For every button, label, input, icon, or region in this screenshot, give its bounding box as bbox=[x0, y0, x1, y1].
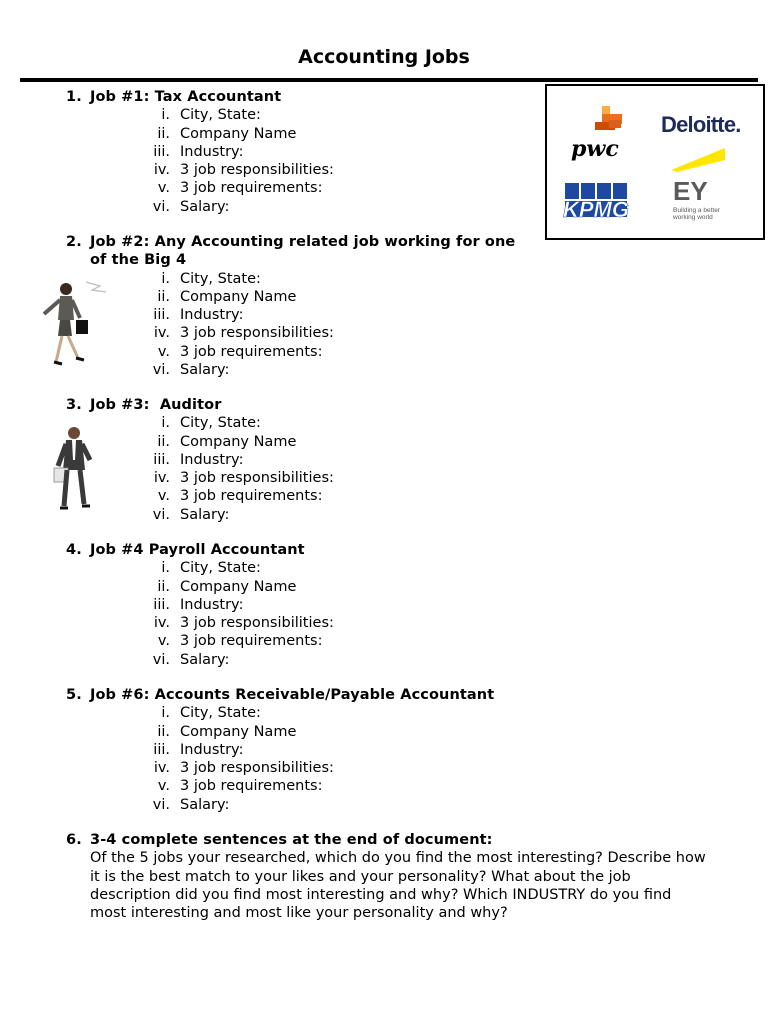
list-item: i. City, State: bbox=[161, 705, 261, 722]
list-item: ii. Company Name bbox=[157, 723, 297, 740]
list-item: vi. Salary: bbox=[152, 198, 230, 215]
job-heading-text: Job #6: Accounts Receivable/Payable Accountant bbox=[90, 687, 495, 703]
job-sublist bbox=[0, 414, 520, 524]
list-item: iv. 3 job responsibilities: bbox=[153, 615, 334, 632]
job-heading bbox=[66, 541, 536, 559]
job-heading-text: Job #1: Tax Accountant bbox=[90, 89, 282, 105]
list-item: i. City, State: bbox=[161, 415, 261, 432]
ey-tagline-line2: working world bbox=[673, 214, 713, 221]
big-four-logos bbox=[547, 86, 763, 238]
job-number: 1. bbox=[66, 89, 82, 105]
job-sublist bbox=[0, 559, 520, 669]
list-item: ii. Company Name bbox=[157, 288, 297, 305]
list-item: iv. 3 job responsibilities: bbox=[153, 470, 334, 487]
list-item: iv. 3 job responsibilities: bbox=[153, 325, 334, 342]
list-item: iii. Industry: bbox=[153, 143, 244, 160]
list-item: v. 3 job requirements: bbox=[157, 633, 323, 650]
list-item: ii. Company Name bbox=[157, 578, 297, 595]
list-item: ii. Company Name bbox=[157, 433, 297, 450]
list-item: iii. Industry: bbox=[153, 596, 244, 613]
job-number: 4. bbox=[66, 542, 82, 558]
kpmg-logo bbox=[563, 183, 629, 222]
ey-wordmark: EY bbox=[673, 176, 708, 206]
title-divider bbox=[20, 78, 758, 82]
list-item: v. 3 job requirements: bbox=[157, 343, 323, 360]
list-item: vi. Salary: bbox=[152, 651, 230, 668]
deloitte-wordmark: Deloitte. bbox=[661, 112, 741, 137]
list-item: iv. 3 job responsibilities: bbox=[153, 760, 334, 777]
list-item: vi. Salary: bbox=[152, 506, 230, 523]
job-heading-text: Job #4 Payroll Accountant bbox=[90, 542, 305, 558]
reflection-heading bbox=[66, 831, 566, 849]
big-four-logos-panel bbox=[545, 84, 765, 240]
ey-tagline-line1: Building a better bbox=[673, 207, 720, 214]
list-item: iii. Industry: bbox=[153, 307, 244, 324]
list-item: i. City, State: bbox=[161, 270, 261, 287]
list-item: i. City, State: bbox=[161, 560, 261, 577]
ey-logo bbox=[672, 176, 721, 221]
page-title: Accounting Jobs bbox=[298, 46, 470, 68]
list-item: iii. Industry: bbox=[153, 451, 244, 468]
job-number: 5. bbox=[66, 687, 82, 703]
list-item: v. 3 job requirements: bbox=[157, 488, 323, 505]
job-sublist bbox=[0, 270, 520, 380]
reflection-prompt: Of the 5 jobs your researched, which do you find the most interesting? Describe how it is the best match to your likes and your personality? What about the job description did you find most interesting and why? Which INDUSTRY do you find most interesting and most like your personality and why? bbox=[90, 850, 706, 922]
item-number: 6. bbox=[66, 832, 82, 848]
job-heading bbox=[66, 233, 536, 270]
list-item: iii. Industry: bbox=[153, 741, 244, 758]
job-sublist bbox=[0, 106, 520, 216]
job-heading bbox=[66, 686, 546, 704]
job-number: 2. bbox=[66, 234, 82, 250]
job-number: 3. bbox=[66, 397, 82, 413]
pwc-logo bbox=[571, 106, 622, 162]
list-item: v. 3 job requirements: bbox=[157, 180, 323, 197]
reflection-heading-text: 3-4 complete sentences at the end of document: bbox=[90, 832, 493, 848]
list-item: vi. Salary: bbox=[152, 796, 230, 813]
pwc-wordmark: pwc bbox=[571, 136, 619, 162]
job-heading bbox=[66, 88, 536, 106]
job-heading-text: Job #2: Any Accounting related job working for one of the Big 4 bbox=[90, 234, 516, 269]
list-item: vi. Salary: bbox=[152, 362, 230, 379]
kpmg-wordmark: KPMG bbox=[563, 197, 629, 222]
list-item: i. City, State: bbox=[161, 107, 261, 124]
job-sublist bbox=[0, 704, 520, 814]
deloitte-logo bbox=[661, 112, 741, 137]
job-heading-text: Job #3: Auditor bbox=[90, 397, 222, 413]
list-item: iv. 3 job responsibilities: bbox=[153, 162, 334, 179]
ey-beam-shape bbox=[671, 148, 725, 172]
list-item: v. 3 job requirements: bbox=[157, 778, 323, 795]
list-item: ii. Company Name bbox=[157, 125, 297, 142]
job-heading bbox=[66, 396, 536, 414]
